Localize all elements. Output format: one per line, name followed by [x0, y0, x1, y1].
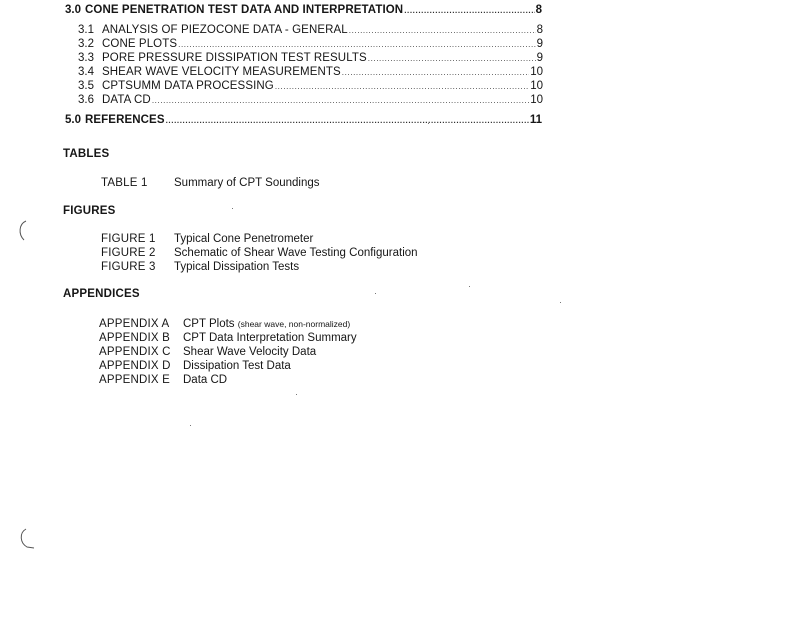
toc-entry-3-4	[78, 65, 543, 79]
table-label: TABLE 1	[101, 177, 148, 189]
toc-subsection-title: CONE PLOTS	[102, 38, 178, 50]
toc-entry-3-5	[78, 79, 543, 93]
figure-label: FIGURE 3	[101, 261, 156, 273]
tables-heading: TABLES	[63, 148, 110, 160]
scan-speck	[296, 394, 297, 395]
figure-description: Schematic of Shear Wave Testing Configuration	[174, 247, 418, 259]
toc-page-number: 10	[530, 94, 543, 106]
toc-entry-3-3	[78, 51, 543, 65]
toc-subsection-number: 3.1	[78, 24, 94, 36]
toc-subsection-title: CPTSUMM DATA PROCESSING	[102, 80, 274, 92]
toc-entry-3-2	[78, 37, 543, 51]
toc-leader-dots	[275, 80, 529, 94]
scan-speck	[190, 425, 191, 426]
toc-leader-dots	[166, 114, 529, 128]
scan-speck	[232, 208, 233, 209]
appendices-heading: APPENDICES	[63, 288, 140, 300]
toc-leader-dots	[178, 38, 535, 52]
toc-page-number: 8	[535, 4, 542, 16]
toc-subsection-title: DATA CD	[102, 94, 151, 106]
binder-hole-mark	[12, 218, 34, 244]
appendix-note: (shear wave, non-normalized)	[237, 319, 351, 329]
toc-leader-dots	[152, 94, 529, 108]
figure-description: Typical Dissipation Tests	[174, 261, 300, 273]
toc-leader-dots	[349, 24, 536, 38]
toc-subsection-number: 3.2	[78, 38, 94, 50]
toc-page-number: 10	[530, 66, 543, 78]
scan-speck	[375, 293, 376, 294]
figures-heading: FIGURES	[63, 205, 116, 217]
appendix-title: CPT Plots	[183, 318, 235, 330]
figure-label: FIGURE 2	[101, 247, 156, 259]
toc-entry-3-1	[78, 23, 543, 37]
scan-speck	[560, 302, 561, 303]
toc-subsection-number: 3.5	[78, 80, 94, 92]
toc-section-number: 3.0	[65, 4, 81, 16]
appendix-label: APPENDIX E	[99, 374, 171, 386]
figure-label: FIGURE 1	[101, 233, 156, 245]
appendix-label: APPENDIX C	[99, 346, 171, 358]
toc-entry-3-0	[65, 3, 542, 17]
toc-page-number: 11	[529, 114, 542, 126]
toc-page-number: 9	[536, 52, 543, 64]
figure-description: Typical Cone Penetrometer	[174, 233, 314, 245]
toc-page-number: 8	[536, 24, 543, 36]
toc-section-number: 5.0	[65, 114, 81, 126]
toc-leader-dots	[404, 4, 534, 18]
scan-speck	[428, 123, 429, 124]
toc-subsection-number: 3.3	[78, 52, 94, 64]
appendix-label: APPENDIX A	[99, 318, 170, 330]
toc-section-title: CONE PENETRATION TEST DATA AND INTERPRETATION	[85, 4, 404, 16]
appendix-description	[183, 317, 350, 331]
appendix-label: APPENDIX D	[99, 360, 171, 372]
toc-subsection-title: ANALYSIS OF PIEZOCONE DATA - GENERAL	[102, 24, 348, 36]
appendix-description: Shear Wave Velocity Data	[183, 346, 317, 358]
scan-speck	[469, 286, 470, 287]
appendix-description: CPT Data Interpretation Summary	[183, 332, 357, 344]
binder-hole-mark	[14, 526, 40, 552]
toc-entry-3-6	[78, 93, 543, 107]
toc-subsection-number: 3.6	[78, 94, 94, 106]
toc-leader-dots	[342, 66, 529, 80]
appendix-description: Dissipation Test Data	[183, 360, 291, 372]
toc-page-number: 10	[530, 80, 543, 92]
toc-subsection-number: 3.4	[78, 66, 94, 78]
toc-subsection-title: PORE PRESSURE DISSIPATION TEST RESULTS	[102, 52, 367, 64]
toc-page-number: 9	[536, 38, 543, 50]
table-description: Summary of CPT Soundings	[174, 177, 320, 189]
toc-section-title: REFERENCES	[85, 114, 165, 126]
appendix-description: Data CD	[183, 374, 228, 386]
toc-entry-5-0	[65, 113, 542, 127]
toc-leader-dots	[368, 52, 536, 66]
appendix-label: APPENDIX B	[99, 332, 171, 344]
toc-subsection-title: SHEAR WAVE VELOCITY MEASUREMENTS	[102, 66, 341, 78]
